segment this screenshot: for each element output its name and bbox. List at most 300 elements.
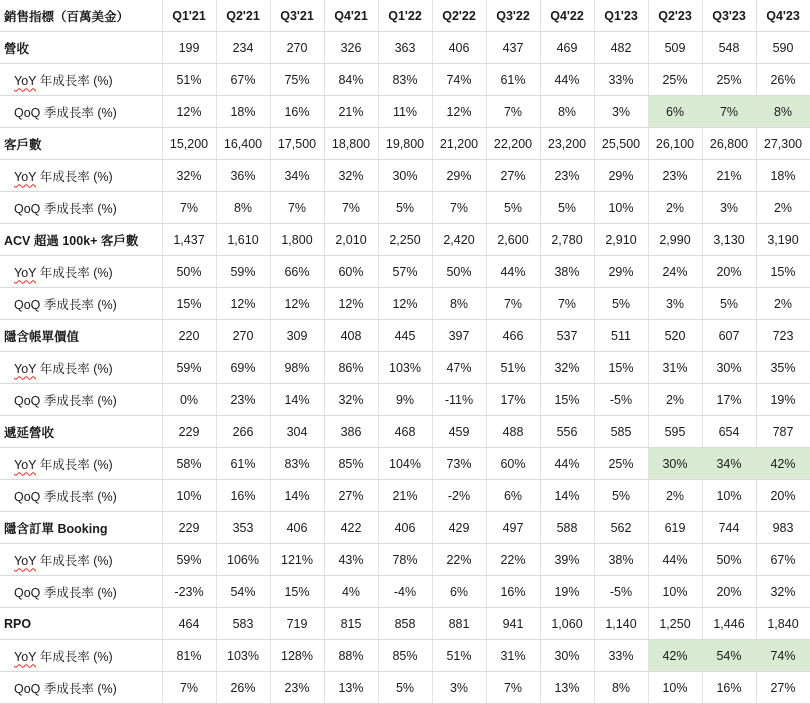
table-cell: 17,500: [270, 128, 324, 160]
table-cell: 408: [324, 320, 378, 352]
header-quarter: Q2'21: [216, 0, 270, 32]
table-cell: 1,446: [702, 608, 756, 640]
table-cell: 10%: [162, 480, 216, 512]
growth-label: [0, 96, 162, 128]
table-cell: 11%: [378, 96, 432, 128]
growth-label: [0, 352, 162, 384]
table-cell: 3%: [432, 672, 486, 704]
table-cell: 33%: [594, 64, 648, 96]
header-quarter: Q3'23: [702, 0, 756, 32]
table-cell: 719: [270, 608, 324, 640]
table-cell: 983: [756, 512, 810, 544]
table-cell: 5%: [378, 672, 432, 704]
table-cell: 422: [324, 512, 378, 544]
header-quarter: Q4'23: [756, 0, 810, 32]
table-cell: 2%: [648, 480, 702, 512]
table-cell: 14%: [270, 384, 324, 416]
metric-row: [0, 128, 810, 160]
table-cell: 23%: [540, 160, 594, 192]
table-cell: 15%: [756, 256, 810, 288]
table-cell: 459: [432, 416, 486, 448]
table-cell: 67%: [756, 544, 810, 576]
table-cell: 220: [162, 320, 216, 352]
metric-row: [0, 512, 810, 544]
table-cell: 941: [486, 608, 540, 640]
table-cell: 5%: [702, 288, 756, 320]
growth-label-suffix: 季成長率 (%): [40, 297, 117, 312]
growth-row: [0, 96, 810, 128]
table-cell: 50%: [162, 256, 216, 288]
table-cell: 57%: [378, 256, 432, 288]
table-cell: 26%: [216, 672, 270, 704]
table-cell: 50%: [702, 544, 756, 576]
table-cell: 25%: [648, 64, 702, 96]
table-cell: 585: [594, 416, 648, 448]
growth-row: [0, 544, 810, 576]
table-cell: 17%: [702, 384, 756, 416]
growth-row: [0, 160, 810, 192]
header-quarter: Q2'23: [648, 0, 702, 32]
table-cell: 7%: [432, 192, 486, 224]
table-cell: 363: [378, 32, 432, 64]
growth-label-prefix: QoQ: [14, 489, 41, 504]
table-cell: 1,437: [162, 224, 216, 256]
table-cell: 16,400: [216, 128, 270, 160]
table-cell: 23%: [216, 384, 270, 416]
table-cell: 38%: [594, 544, 648, 576]
table-cell: 556: [540, 416, 594, 448]
table-cell: 2,420: [432, 224, 486, 256]
table-cell: 59%: [216, 256, 270, 288]
table-cell: 21%: [324, 96, 378, 128]
table-cell: -23%: [162, 576, 216, 608]
table-cell: 2%: [648, 192, 702, 224]
header-quarter: Q4'22: [540, 0, 594, 32]
table-cell: 14%: [270, 480, 324, 512]
table-cell: 3%: [702, 192, 756, 224]
table-cell: 7%: [486, 288, 540, 320]
table-cell: 12%: [216, 288, 270, 320]
growth-label-suffix: 年成長率 (%): [36, 649, 113, 664]
table-cell: 15%: [270, 576, 324, 608]
table-cell: 7%: [486, 96, 540, 128]
metric-row: [0, 32, 810, 64]
table-cell: 10%: [648, 672, 702, 704]
table-cell: -5%: [594, 576, 648, 608]
table-cell: 5%: [486, 192, 540, 224]
table-cell: -11%: [432, 384, 486, 416]
table-body: [0, 32, 810, 704]
table-cell: 51%: [486, 352, 540, 384]
growth-label: [0, 640, 162, 672]
table-cell: 607: [702, 320, 756, 352]
table-cell: 22,200: [486, 128, 540, 160]
metric-label: RPO: [0, 608, 162, 640]
table-cell: 32%: [756, 576, 810, 608]
table-cell: 8%: [594, 672, 648, 704]
growth-row: [0, 640, 810, 672]
table-cell: 1,840: [756, 608, 810, 640]
table-cell: 54%: [216, 576, 270, 608]
growth-label-suffix: 季成長率 (%): [40, 585, 117, 600]
table-cell: 8%: [540, 96, 594, 128]
table-cell: 75%: [270, 64, 324, 96]
table-cell: 83%: [378, 64, 432, 96]
table-cell: 353: [216, 512, 270, 544]
growth-label: [0, 288, 162, 320]
table-cell: 723: [756, 320, 810, 352]
table-cell: 32%: [324, 160, 378, 192]
growth-label: [0, 576, 162, 608]
table-cell: 1,800: [270, 224, 324, 256]
table-cell: 20%: [702, 576, 756, 608]
table-cell: 509: [648, 32, 702, 64]
table-cell: 36%: [216, 160, 270, 192]
table-cell: 85%: [324, 448, 378, 480]
table-cell: 229: [162, 416, 216, 448]
table-cell: 27%: [756, 672, 810, 704]
header-quarter: Q2'22: [432, 0, 486, 32]
growth-label: [0, 544, 162, 576]
table-cell: 304: [270, 416, 324, 448]
table-cell: 548: [702, 32, 756, 64]
table-cell: 15,200: [162, 128, 216, 160]
growth-label-prefix: YoY: [14, 73, 37, 88]
table-cell: -5%: [594, 384, 648, 416]
table-cell: 15%: [540, 384, 594, 416]
table-cell: 386: [324, 416, 378, 448]
table-cell: 23%: [270, 672, 324, 704]
table-cell: 497: [486, 512, 540, 544]
table-cell: 27%: [486, 160, 540, 192]
table-cell: 229: [162, 512, 216, 544]
table-cell: 13%: [324, 672, 378, 704]
table-cell: 84%: [324, 64, 378, 96]
growth-label-suffix: 季成長率 (%): [40, 201, 117, 216]
header-label: 銷售指標（百萬美金）: [0, 0, 162, 32]
table-cell: 445: [378, 320, 432, 352]
table-cell: 30%: [378, 160, 432, 192]
table-cell: 54%: [702, 640, 756, 672]
table-cell: 468: [378, 416, 432, 448]
table-cell: 595: [648, 416, 702, 448]
table-cell: 60%: [324, 256, 378, 288]
table-cell: 15%: [162, 288, 216, 320]
header-quarter: Q3'22: [486, 0, 540, 32]
table-cell: 654: [702, 416, 756, 448]
growth-label-prefix: YoY: [14, 361, 37, 376]
table-cell: -4%: [378, 576, 432, 608]
growth-label: [0, 672, 162, 704]
table-cell: 73%: [432, 448, 486, 480]
header-quarter: Q1'21: [162, 0, 216, 32]
table-cell: 1,250: [648, 608, 702, 640]
table-cell: 21%: [378, 480, 432, 512]
table-cell: 2%: [648, 384, 702, 416]
table-cell: 38%: [540, 256, 594, 288]
table-cell: 16%: [486, 576, 540, 608]
table-cell: 27%: [324, 480, 378, 512]
table-cell: 7%: [270, 192, 324, 224]
table-cell: 29%: [594, 256, 648, 288]
table-cell: 44%: [540, 448, 594, 480]
table-cell: 18,800: [324, 128, 378, 160]
table-cell: 19%: [540, 576, 594, 608]
table-cell: 858: [378, 608, 432, 640]
table-cell: 7%: [162, 192, 216, 224]
growth-label-prefix: YoY: [14, 649, 37, 664]
table-cell: 103%: [216, 640, 270, 672]
table-cell: 787: [756, 416, 810, 448]
metric-row: [0, 320, 810, 352]
table-cell: 3,190: [756, 224, 810, 256]
growth-label-prefix: QoQ: [14, 585, 41, 600]
table-cell: 2%: [756, 288, 810, 320]
table-cell: 3,130: [702, 224, 756, 256]
metric-row: [0, 224, 810, 256]
table-cell: 23%: [648, 160, 702, 192]
table-cell: 270: [270, 32, 324, 64]
metric-label: 遞延營收: [0, 416, 162, 448]
growth-row: [0, 288, 810, 320]
growth-label: [0, 192, 162, 224]
table-cell: 7%: [702, 96, 756, 128]
table-cell: 588: [540, 512, 594, 544]
table-cell: 24%: [648, 256, 702, 288]
table-cell: 31%: [648, 352, 702, 384]
table-cell: 2,010: [324, 224, 378, 256]
table-cell: 12%: [324, 288, 378, 320]
growth-label-suffix: 年成長率 (%): [36, 265, 113, 280]
table-cell: 1,060: [540, 608, 594, 640]
table-cell: 44%: [486, 256, 540, 288]
table-cell: 21,200: [432, 128, 486, 160]
growth-label-prefix: YoY: [14, 265, 37, 280]
table-cell: 4%: [324, 576, 378, 608]
table-cell: 8%: [756, 96, 810, 128]
table-cell: 20%: [756, 480, 810, 512]
table-cell: 26,800: [702, 128, 756, 160]
growth-label-prefix: YoY: [14, 553, 37, 568]
table-cell: 0%: [162, 384, 216, 416]
table-cell: 32%: [540, 352, 594, 384]
table-cell: 14%: [540, 480, 594, 512]
table-cell: 16%: [270, 96, 324, 128]
table-cell: 60%: [486, 448, 540, 480]
table-cell: 39%: [540, 544, 594, 576]
table-cell: 7%: [486, 672, 540, 704]
metric-label: 營收: [0, 32, 162, 64]
table-cell: 397: [432, 320, 486, 352]
table-cell: 520: [648, 320, 702, 352]
table-cell: 5%: [378, 192, 432, 224]
growth-label-suffix: 季成長率 (%): [40, 105, 117, 120]
table-cell: 78%: [378, 544, 432, 576]
table-cell: 21%: [702, 160, 756, 192]
table-cell: 34%: [702, 448, 756, 480]
table-cell: 74%: [432, 64, 486, 96]
table-cell: 30%: [702, 352, 756, 384]
table-cell: 74%: [756, 640, 810, 672]
table-cell: 234: [216, 32, 270, 64]
growth-row: [0, 576, 810, 608]
growth-label: [0, 384, 162, 416]
growth-label: [0, 448, 162, 480]
table-cell: 511: [594, 320, 648, 352]
table-cell: 6%: [648, 96, 702, 128]
table-cell: 19%: [756, 384, 810, 416]
table-cell: 32%: [162, 160, 216, 192]
metric-row: [0, 608, 810, 640]
growth-label-prefix: YoY: [14, 457, 37, 472]
table-cell: 5%: [594, 480, 648, 512]
table-cell: 61%: [216, 448, 270, 480]
table-cell: 31%: [486, 640, 540, 672]
table-cell: 103%: [378, 352, 432, 384]
table-cell: 10%: [702, 480, 756, 512]
table-cell: 17%: [486, 384, 540, 416]
growth-label-suffix: 年成長率 (%): [36, 169, 113, 184]
table-cell: 2,250: [378, 224, 432, 256]
table-cell: 406: [378, 512, 432, 544]
table-cell: 270: [216, 320, 270, 352]
table-cell: 466: [486, 320, 540, 352]
growth-label-prefix: YoY: [14, 169, 37, 184]
metric-row: [0, 416, 810, 448]
growth-row: [0, 64, 810, 96]
growth-row: [0, 256, 810, 288]
table-cell: 44%: [540, 64, 594, 96]
table-cell: 67%: [216, 64, 270, 96]
header-row: [0, 0, 810, 32]
table-cell: 44%: [648, 544, 702, 576]
table-cell: 30%: [648, 448, 702, 480]
growth-label-prefix: QoQ: [14, 393, 41, 408]
metric-label: 隱含帳單價值: [0, 320, 162, 352]
header-quarter: Q1'23: [594, 0, 648, 32]
table-cell: 7%: [540, 288, 594, 320]
table-cell: 7%: [324, 192, 378, 224]
growth-row: [0, 448, 810, 480]
table-cell: 86%: [324, 352, 378, 384]
table-cell: 3%: [594, 96, 648, 128]
table-cell: 406: [432, 32, 486, 64]
table-cell: 18%: [216, 96, 270, 128]
table-cell: 815: [324, 608, 378, 640]
table-cell: 33%: [594, 640, 648, 672]
table-cell: 199: [162, 32, 216, 64]
metric-label: 客戶數: [0, 128, 162, 160]
table-cell: 469: [540, 32, 594, 64]
table-cell: 61%: [486, 64, 540, 96]
table-cell: 488: [486, 416, 540, 448]
table-cell: 59%: [162, 352, 216, 384]
table-cell: 16%: [702, 672, 756, 704]
table-cell: 27,300: [756, 128, 810, 160]
table-cell: 1,610: [216, 224, 270, 256]
growth-row: [0, 480, 810, 512]
table-cell: 121%: [270, 544, 324, 576]
growth-row: [0, 384, 810, 416]
table-cell: 12%: [162, 96, 216, 128]
table-cell: 2,990: [648, 224, 702, 256]
growth-label-prefix: QoQ: [14, 201, 41, 216]
table-cell: 619: [648, 512, 702, 544]
header-quarter: Q3'21: [270, 0, 324, 32]
table-cell: 16%: [216, 480, 270, 512]
table-cell: 50%: [432, 256, 486, 288]
growth-label: [0, 160, 162, 192]
table-cell: 2%: [756, 192, 810, 224]
growth-row: [0, 352, 810, 384]
table-cell: 437: [486, 32, 540, 64]
table-cell: 406: [270, 512, 324, 544]
table-cell: 537: [540, 320, 594, 352]
table-cell: 482: [594, 32, 648, 64]
table-cell: 25%: [702, 64, 756, 96]
growth-label-suffix: 季成長率 (%): [40, 681, 117, 696]
table-cell: 13%: [540, 672, 594, 704]
table-cell: 881: [432, 608, 486, 640]
table-cell: 47%: [432, 352, 486, 384]
metric-label: 隱含訂單 Booking: [0, 512, 162, 544]
table-cell: 42%: [756, 448, 810, 480]
table-cell: 30%: [540, 640, 594, 672]
table-cell: -2%: [432, 480, 486, 512]
table-cell: 464: [162, 608, 216, 640]
growth-label: [0, 480, 162, 512]
table-cell: 10%: [648, 576, 702, 608]
growth-label-suffix: 年成長率 (%): [36, 73, 113, 88]
growth-row: [0, 672, 810, 704]
table-cell: 429: [432, 512, 486, 544]
table-cell: 29%: [594, 160, 648, 192]
growth-label-prefix: QoQ: [14, 681, 41, 696]
growth-label-suffix: 年成長率 (%): [36, 361, 113, 376]
growth-label-prefix: QoQ: [14, 297, 41, 312]
table-cell: 12%: [270, 288, 324, 320]
table-cell: 59%: [162, 544, 216, 576]
table-cell: 12%: [378, 288, 432, 320]
table-cell: 2,600: [486, 224, 540, 256]
table-cell: 15%: [594, 352, 648, 384]
table-cell: 2,910: [594, 224, 648, 256]
table-cell: 6%: [486, 480, 540, 512]
table-cell: 35%: [756, 352, 810, 384]
table-cell: 83%: [270, 448, 324, 480]
table-cell: 66%: [270, 256, 324, 288]
table-cell: 34%: [270, 160, 324, 192]
table-cell: 51%: [432, 640, 486, 672]
table-cell: 43%: [324, 544, 378, 576]
table-cell: 18%: [756, 160, 810, 192]
growth-row: [0, 192, 810, 224]
growth-label: [0, 64, 162, 96]
table-cell: 32%: [324, 384, 378, 416]
table-cell: 590: [756, 32, 810, 64]
growth-label-suffix: 季成長率 (%): [40, 489, 117, 504]
table-cell: 5%: [540, 192, 594, 224]
growth-label-suffix: 年成長率 (%): [36, 457, 113, 472]
table-cell: 562: [594, 512, 648, 544]
table-cell: 8%: [432, 288, 486, 320]
table-cell: 744: [702, 512, 756, 544]
table-cell: 2,780: [540, 224, 594, 256]
table-cell: 3%: [648, 288, 702, 320]
table-cell: 1,140: [594, 608, 648, 640]
table-cell: 583: [216, 608, 270, 640]
table-cell: 266: [216, 416, 270, 448]
